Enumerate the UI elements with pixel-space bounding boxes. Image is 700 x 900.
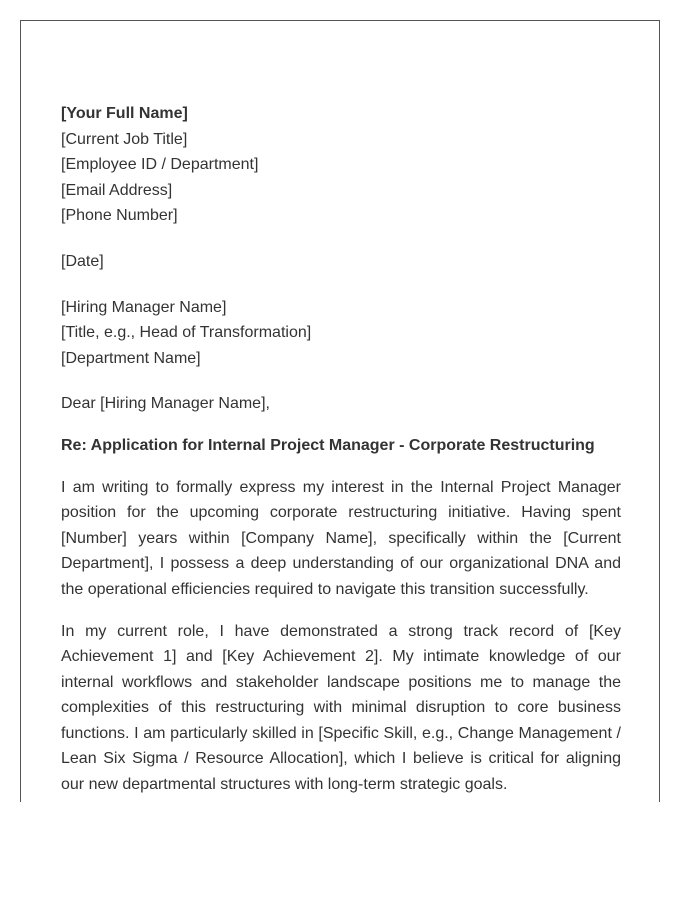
- letter-date: [Date]: [61, 252, 104, 270]
- recipient-name: [Hiring Manager Name]: [61, 298, 227, 316]
- salutation: Dear [Hiring Manager Name],: [61, 395, 270, 413]
- sender-block: [61, 101, 621, 229]
- recipient-department: [Department Name]: [61, 349, 201, 367]
- letter-page: [20, 20, 660, 802]
- body-paragraph-2: In my current role, I have demonstrated a strong track record of [Key Achievement 1] and [Key Achievement 2]. My intimate knowledge of our internal workflows and stakeholder landscape positions me to manage the complexities of this restructuring with minimal disruption to core business functions. I am particularly skilled in [Specific Skill, e.g., Change Management / Lean Six Sigma / Resource Allocation], which I believe is critical for aligning our new departmental structures with long-term strategic goals.: [61, 622, 621, 794]
- body-paragraph-1: I am writing to formally express my interest in the Internal Project Manager position for the upcoming corporate restructuring initiative. Having spent [Number] years within [Company Name], specifically within the [Current Department], I possess a deep understanding of our organizational DNA and the operational efficiencies required to navigate this transition successfully.: [61, 478, 621, 598]
- letter-content: [61, 101, 621, 802]
- sender-name: [Your Full Name]: [61, 105, 188, 122]
- recipient-block: [61, 295, 621, 372]
- sender-phone: [Phone Number]: [61, 207, 178, 225]
- recipient-title: [Title, e.g., Head of Transformation]: [61, 324, 312, 342]
- date-block: [61, 249, 621, 275]
- sender-email: [Email Address]: [61, 181, 173, 199]
- sender-job-title: [Current Job Title]: [61, 130, 188, 148]
- subject-line: Re: Application for Internal Project Manager - Corporate Restructuring: [61, 436, 595, 454]
- sender-employee-id-department: [Employee ID / Department]: [61, 156, 259, 174]
